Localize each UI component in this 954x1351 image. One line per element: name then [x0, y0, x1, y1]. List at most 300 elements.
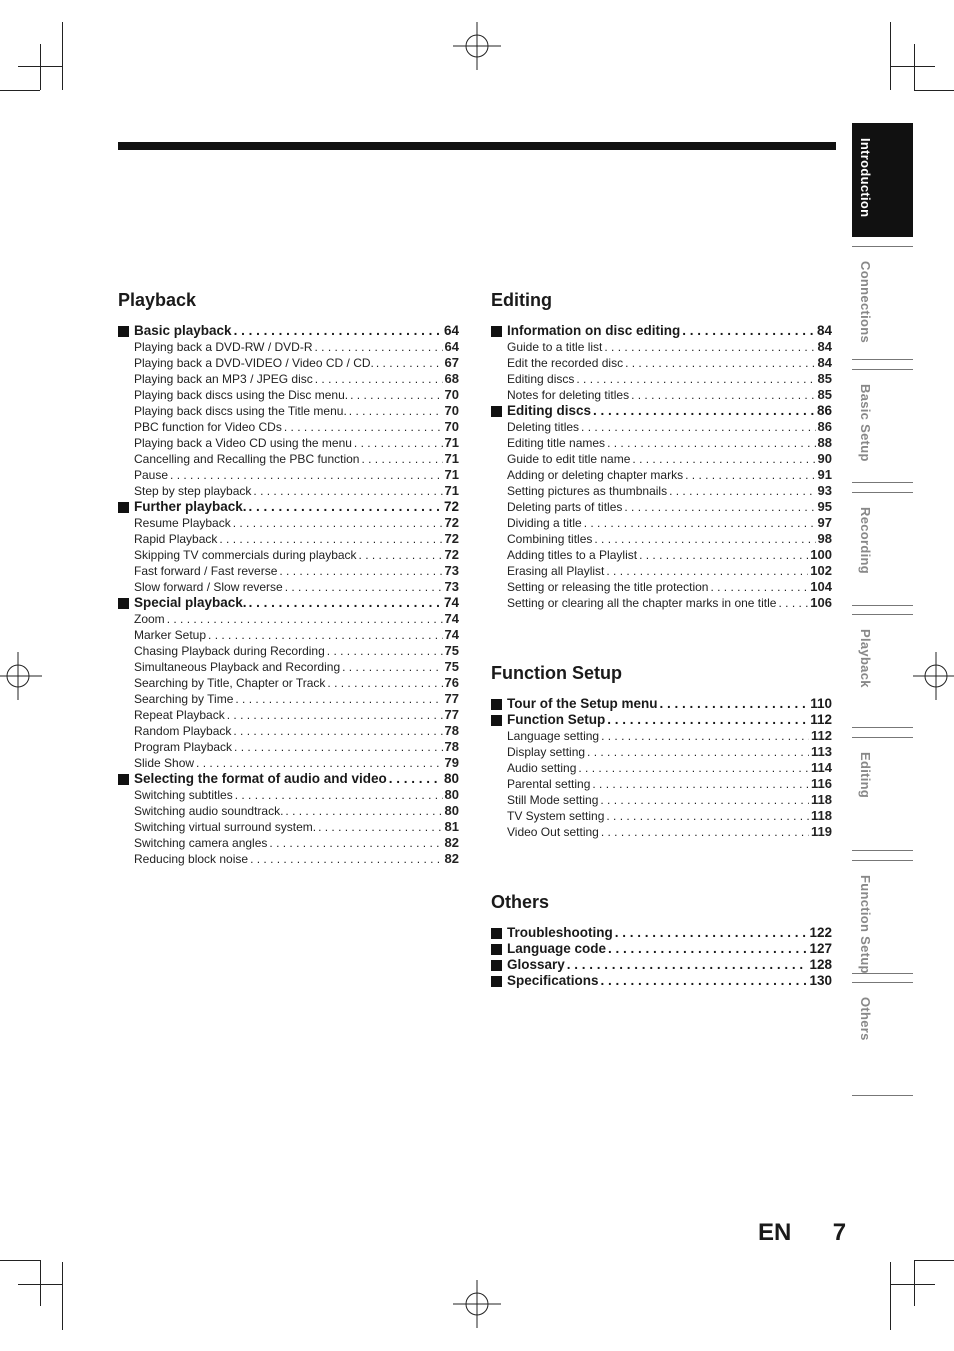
toc-entry-title: Rapid Playback [134, 532, 218, 546]
dot-leader [249, 499, 442, 515]
toc-page-number: 70 [444, 419, 459, 434]
toc-main-entry[interactable] [491, 712, 832, 728]
registration-mark [453, 22, 501, 70]
toc-entry-title: Playing back discs using the Disc menu. [134, 388, 349, 402]
crop-mark [62, 1262, 63, 1330]
toc-sub-entry[interactable] [118, 611, 459, 627]
toc-sub-entry[interactable] [118, 355, 459, 371]
toc-page-number: 70 [444, 387, 459, 402]
toc-sub-entry[interactable] [118, 371, 459, 387]
toc-sub-entry[interactable] [118, 547, 459, 563]
dot-leader [682, 323, 815, 339]
dot-leader [601, 973, 808, 989]
dot-leader [318, 819, 442, 835]
toc-sub-entry[interactable] [118, 435, 459, 451]
square-bullet-icon [118, 598, 129, 609]
dot-leader [660, 696, 809, 712]
dot-leader [196, 755, 442, 771]
toc-page-number: 72 [444, 531, 459, 546]
toc-entry-title: Special playback. [134, 595, 247, 610]
dot-leader [253, 483, 442, 499]
dot-leader [625, 355, 815, 371]
side-tab-label: Introduction [858, 138, 873, 218]
toc-sub-entry[interactable] [491, 387, 832, 403]
side-tab-connections[interactable] [852, 246, 913, 360]
toc-page-number: 71 [444, 451, 459, 466]
side-tab-basic-setup[interactable] [852, 369, 913, 483]
toc-sub-entry[interactable] [491, 808, 832, 824]
toc-entry-title: Setting pictures as thumbnails [507, 484, 668, 498]
dot-leader [778, 595, 808, 611]
registration-mark [912, 652, 954, 700]
toc-sub-entry[interactable] [491, 419, 832, 435]
dot-leader [327, 675, 442, 691]
toc-page-number: 82 [444, 851, 459, 866]
toc-page-number: 71 [444, 435, 459, 450]
toc-page-number: 85 [817, 387, 832, 402]
toc-sub-entry[interactable] [118, 563, 459, 579]
toc-section-playback [118, 289, 459, 867]
toc-entry-title: Adding titles to a Playlist [507, 548, 638, 562]
toc-sub-entry[interactable] [491, 579, 832, 595]
toc-sub-entry[interactable] [118, 739, 459, 755]
toc-entry-title: Function Setup [507, 712, 606, 727]
dot-leader [279, 563, 442, 579]
toc-sub-entry[interactable] [118, 755, 459, 771]
language-code: EN [758, 1219, 792, 1246]
toc-main-entry[interactable] [118, 595, 459, 611]
toc-entry-title: Cancelling and Recalling the PBC function [134, 452, 360, 466]
toc-entry-title: Further playback. [134, 499, 247, 514]
dot-leader [342, 659, 442, 675]
crop-mark [890, 22, 891, 90]
toc-sub-entry[interactable] [491, 355, 832, 371]
toc-entry-title: Language code [507, 941, 607, 956]
toc-entry-title: Deleting parts of titles [507, 500, 623, 514]
toc-sub-entry[interactable] [491, 792, 832, 808]
toc-sub-entry[interactable] [491, 563, 832, 579]
toc-page-number: 64 [444, 339, 459, 354]
toc-page-number: 86 [817, 419, 832, 434]
toc-sub-entry[interactable] [118, 451, 459, 467]
dot-leader [389, 771, 442, 787]
side-tab-introduction[interactable] [852, 123, 913, 237]
dot-leader [354, 435, 443, 451]
toc-main-entry[interactable] [491, 973, 832, 989]
toc-page-number: 112 [810, 712, 832, 727]
dot-leader [315, 371, 443, 387]
toc-entry-title: TV System setting [507, 809, 605, 823]
toc-main-entry[interactable] [118, 499, 459, 515]
toc-page-number: 98 [817, 531, 832, 546]
toc-page-number: 128 [809, 957, 832, 972]
toc-page-number: 71 [444, 467, 459, 482]
toc-main-entry[interactable] [118, 771, 459, 787]
crop-mark [0, 1260, 40, 1261]
toc-sub-entry[interactable] [491, 824, 832, 840]
toc-page-number: 78 [444, 723, 459, 738]
toc-main-entry[interactable] [491, 696, 832, 712]
dot-leader [669, 483, 815, 499]
toc-entry-title: Editing discs [507, 403, 592, 418]
section-title: Function Setup [491, 663, 622, 683]
dot-leader [632, 451, 815, 467]
toc-entry-title: Playing back a DVD-RW / DVD-R [134, 340, 313, 354]
toc-page-number: 116 [811, 776, 832, 791]
dot-leader [208, 627, 443, 643]
toc-page-number: 104 [810, 579, 832, 594]
toc-sub-entry[interactable] [491, 515, 832, 531]
dot-leader [601, 824, 809, 840]
toc-page-number: 70 [444, 403, 459, 418]
toc-entry-title: Playing back a Video CD using the menu [134, 436, 352, 450]
dot-leader [234, 739, 442, 755]
dot-leader [284, 419, 443, 435]
dot-leader [593, 403, 815, 419]
square-bullet-icon [491, 715, 502, 726]
toc-page-number: 75 [444, 659, 459, 674]
crop-mark [40, 1260, 41, 1306]
dot-leader [227, 707, 443, 723]
toc-sub-entry[interactable] [118, 387, 459, 403]
square-bullet-icon [491, 406, 502, 417]
toc-entry-title: Glossary [507, 957, 565, 972]
toc-sub-entry[interactable] [491, 728, 832, 744]
toc-page-number: 71 [444, 483, 459, 498]
dot-leader [576, 371, 815, 387]
side-tab-others[interactable] [852, 982, 913, 1096]
dot-leader [606, 808, 809, 824]
toc-page-number: 102 [810, 563, 832, 578]
dot-leader [600, 792, 809, 808]
toc-page-number: 74 [444, 611, 459, 626]
dot-leader [349, 403, 443, 419]
side-tab-function-setup[interactable] [852, 860, 913, 974]
side-tab-playback[interactable] [852, 614, 913, 728]
toc-entry-title: Parental setting [507, 777, 591, 791]
toc-entry-title: PBC function for Video CDs [134, 420, 282, 434]
dot-leader [350, 387, 442, 403]
toc-sub-entry[interactable] [491, 435, 832, 451]
toc-entry-title: Troubleshooting [507, 925, 613, 940]
toc-main-entry[interactable] [118, 323, 459, 339]
toc-page-number: 76 [444, 675, 459, 690]
dot-leader [235, 787, 443, 803]
toc-page-number: 90 [817, 451, 832, 466]
crop-mark [914, 44, 915, 90]
toc-sub-entry[interactable] [491, 547, 832, 563]
toc-entry-title: Searching by Time [134, 692, 234, 706]
dot-leader [327, 643, 443, 659]
toc-page-number: 82 [444, 835, 459, 850]
dot-leader [359, 547, 443, 563]
toc-entry-title: Setting or releasing the title protection [507, 580, 709, 594]
toc-entry-title: Setting or clearing all the chapter marks in one title [507, 596, 777, 610]
dot-leader [233, 723, 442, 739]
toc-entry-title: Switching audio soundtrack. [134, 804, 284, 818]
toc-sub-entry[interactable] [118, 467, 459, 483]
toc-entry-title: Program Playback [134, 740, 233, 754]
toc-entry-title: Playing back an MP3 / JPEG disc [134, 372, 313, 386]
toc-page-number: 64 [443, 323, 459, 338]
dot-leader [615, 925, 808, 941]
section-title: Others [491, 892, 550, 912]
toc-page-number: 93 [817, 483, 832, 498]
side-tab-label: Function Setup [858, 875, 873, 974]
dot-leader [234, 323, 442, 339]
dot-leader [584, 515, 816, 531]
toc-entry-title: Audio setting [507, 761, 577, 775]
dot-leader [167, 611, 443, 627]
toc-sub-entry[interactable] [118, 339, 459, 355]
toc-entry-title: Edit the recorded disc [507, 356, 624, 370]
toc-sub-entry[interactable] [491, 744, 832, 760]
toc-sub-entry[interactable] [118, 627, 459, 643]
toc-page-number: 122 [809, 925, 832, 940]
dot-leader [685, 467, 815, 483]
toc-section-others [491, 891, 832, 989]
toc-sub-entry[interactable] [491, 451, 832, 467]
toc-sub-entry[interactable] [118, 531, 459, 547]
dot-leader [578, 760, 809, 776]
header-rule [118, 142, 836, 150]
toc-page-number: 91 [817, 467, 832, 482]
toc-main-entry[interactable] [491, 323, 832, 339]
toc-page-number: 72 [444, 515, 459, 530]
page-footer [758, 1219, 846, 1247]
toc-page-number: 72 [444, 547, 459, 562]
toc-sub-entry[interactable] [118, 723, 459, 739]
toc-page-number: 86 [816, 403, 832, 418]
registration-mark [0, 652, 42, 700]
toc-page-number: 77 [444, 691, 459, 706]
section-title: Editing [491, 290, 552, 310]
square-bullet-icon [491, 326, 502, 337]
toc-main-entry[interactable] [491, 403, 832, 419]
toc-page-number: 113 [811, 744, 832, 759]
toc-page-number: 74 [443, 595, 459, 610]
crop-mark [914, 90, 954, 91]
toc-sub-entry[interactable] [491, 339, 832, 355]
toc-sub-entry[interactable] [118, 483, 459, 499]
toc-entry-title: Playing back a DVD-VIDEO / Video CD / CD. [134, 356, 374, 370]
toc-entry-title: Tour of the Setup menu [507, 696, 658, 711]
toc-page-number: 118 [811, 808, 832, 823]
toc-section-function-setup [491, 662, 832, 840]
toc-page-number: 114 [811, 760, 832, 775]
dot-leader [587, 744, 809, 760]
toc-page-number: 78 [444, 739, 459, 754]
toc-page-number: 80 [444, 787, 459, 802]
toc-page-number: 75 [444, 643, 459, 658]
dot-leader [594, 531, 815, 547]
square-bullet-icon [491, 976, 502, 987]
toc-sub-entry[interactable] [118, 659, 459, 675]
toc-entry-title: Editing title names [507, 436, 606, 450]
toc-page-number: 95 [817, 499, 832, 514]
toc-entry-title: Video Out setting [507, 825, 599, 839]
toc-entry-title: Language setting [507, 729, 600, 743]
registration-mark [453, 1280, 501, 1328]
toc-sub-entry[interactable] [118, 707, 459, 723]
toc-sub-entry[interactable] [491, 760, 832, 776]
toc-sub-entry[interactable] [491, 371, 832, 387]
square-bullet-icon [118, 502, 129, 513]
dot-leader [250, 851, 442, 867]
toc-sub-entry[interactable] [118, 803, 459, 819]
toc-entry-title: Combining titles [507, 532, 593, 546]
dot-leader [639, 547, 808, 563]
toc-entry-title: Pause [134, 468, 169, 482]
square-bullet-icon [118, 326, 129, 337]
toc-entry-title: Step by step playback [134, 484, 252, 498]
dot-leader [607, 712, 808, 728]
toc-sub-entry[interactable] [491, 595, 832, 611]
toc-sub-entry[interactable] [118, 579, 459, 595]
toc-entry-title: Switching camera angles [134, 836, 268, 850]
side-tab-recording[interactable] [852, 492, 913, 606]
toc-main-entry[interactable] [491, 941, 832, 957]
toc-entry-title: Resume Playback [134, 516, 231, 530]
crop-mark [62, 22, 63, 90]
dot-leader [361, 451, 442, 467]
square-bullet-icon [118, 774, 129, 785]
square-bullet-icon [491, 928, 502, 939]
crop-mark [914, 1260, 954, 1261]
toc-page-number: 73 [444, 579, 459, 594]
toc-page-number: 72 [443, 499, 459, 514]
toc-page-number: 84 [816, 323, 832, 338]
toc-sub-entry[interactable] [491, 499, 832, 515]
dot-leader [285, 579, 443, 595]
side-tab-label: Playback [858, 629, 873, 688]
toc-sub-entry[interactable] [118, 515, 459, 531]
toc-page-number: 84 [817, 355, 832, 370]
crop-mark [891, 1284, 935, 1285]
side-tab-editing[interactable] [852, 737, 913, 851]
toc-page-number: 80 [443, 771, 459, 786]
toc-entry-title: Still Mode setting [507, 793, 599, 807]
toc-entry-title: Reducing block noise [134, 852, 249, 866]
toc-sub-entry[interactable] [118, 419, 459, 435]
toc-entry-title: Switching subtitles [134, 788, 233, 802]
toc-page-number: 73 [444, 563, 459, 578]
crop-mark [890, 1262, 891, 1330]
side-tab-label: Editing [858, 752, 873, 799]
dot-leader [601, 728, 809, 744]
dot-leader [269, 835, 442, 851]
toc-sub-entry[interactable] [491, 483, 832, 499]
dot-leader [233, 515, 443, 531]
toc-entry-title: Marker Setup [134, 628, 207, 642]
toc-page-number: 68 [444, 371, 459, 386]
section-title: Playback [118, 290, 197, 310]
toc-entry-title: Guide to a title list [507, 340, 603, 354]
toc-sub-entry[interactable] [491, 467, 832, 483]
toc-section-editing [491, 289, 832, 611]
toc-page-number: 88 [817, 435, 832, 450]
toc-entry-title: Guide to edit title name [507, 452, 631, 466]
toc-page-number: 79 [444, 755, 459, 770]
toc-entry-title: Random Playback [134, 724, 232, 738]
toc-page-number: 130 [809, 973, 832, 988]
dot-leader [606, 563, 808, 579]
side-tab-label: Recording [858, 507, 873, 574]
toc-main-entry[interactable] [491, 925, 832, 941]
crop-mark [0, 90, 40, 91]
toc-page-number: 74 [444, 627, 459, 642]
toc-entry-title: Information on disc editing [507, 323, 681, 338]
toc-entry-title: Selecting the format of audio and video [134, 771, 387, 786]
toc-page-number: 77 [444, 707, 459, 722]
toc-main-entry[interactable] [491, 957, 832, 973]
side-tab-label: Connections [858, 261, 873, 344]
side-tab-label: Basic Setup [858, 384, 873, 462]
dot-leader [376, 355, 443, 371]
dot-leader [219, 531, 442, 547]
toc-entry-title: Erasing all Playlist [507, 564, 605, 578]
toc-page-number: 97 [817, 515, 832, 530]
toc-page-number: 85 [817, 371, 832, 386]
toc-sub-entry[interactable] [118, 675, 459, 691]
side-tab-label: Others [858, 997, 873, 1041]
crop-mark [40, 44, 41, 90]
toc-entry-title: Slow forward / Slow reverse [134, 580, 283, 594]
toc-page-number: 80 [444, 803, 459, 818]
toc-entry-title: Zoom [134, 612, 165, 626]
dot-leader [592, 776, 809, 792]
toc-entry-title: Dividing a title [507, 516, 582, 530]
toc-entry-title: Deleting titles [507, 420, 580, 434]
toc-page-number: 127 [809, 941, 832, 956]
dot-leader [581, 419, 815, 435]
toc-page-number: 118 [811, 792, 832, 807]
dot-leader [285, 803, 442, 819]
toc-page-number: 81 [444, 819, 459, 834]
dot-leader [607, 435, 815, 451]
toc-entry-title: Chasing Playback during Recording [134, 644, 325, 658]
toc-entry-title: Basic playback [134, 323, 232, 338]
crop-mark [891, 66, 935, 67]
square-bullet-icon [491, 960, 502, 971]
toc-sub-entry[interactable] [118, 835, 459, 851]
toc-sub-entry[interactable] [491, 531, 832, 547]
toc-sub-entry[interactable] [491, 776, 832, 792]
toc-entry-title: Slide Show [134, 756, 195, 770]
toc-sub-entry[interactable] [118, 787, 459, 803]
toc-sub-entry[interactable] [118, 691, 459, 707]
dot-leader [608, 941, 807, 957]
toc-entry-title: Simultaneous Playback and Recording [134, 660, 341, 674]
toc-page-number: 106 [810, 595, 832, 610]
toc-sub-entry[interactable] [118, 643, 459, 659]
crop-mark [914, 1260, 915, 1306]
toc-entry-title: Switching virtual surround system. [134, 820, 317, 834]
toc-sub-entry[interactable] [118, 819, 459, 835]
toc-entry-title: Specifications [507, 973, 599, 988]
dot-leader [235, 691, 442, 707]
dot-leader [710, 579, 808, 595]
dot-leader [567, 957, 808, 973]
toc-page-number: 119 [811, 824, 832, 839]
toc-sub-entry[interactable] [118, 403, 459, 419]
toc-sub-entry[interactable] [118, 851, 459, 867]
square-bullet-icon [491, 944, 502, 955]
toc-page-number: 112 [811, 728, 832, 743]
toc-entry-title: Fast forward / Fast reverse [134, 564, 278, 578]
dot-leader [249, 595, 442, 611]
dot-leader [315, 339, 443, 355]
